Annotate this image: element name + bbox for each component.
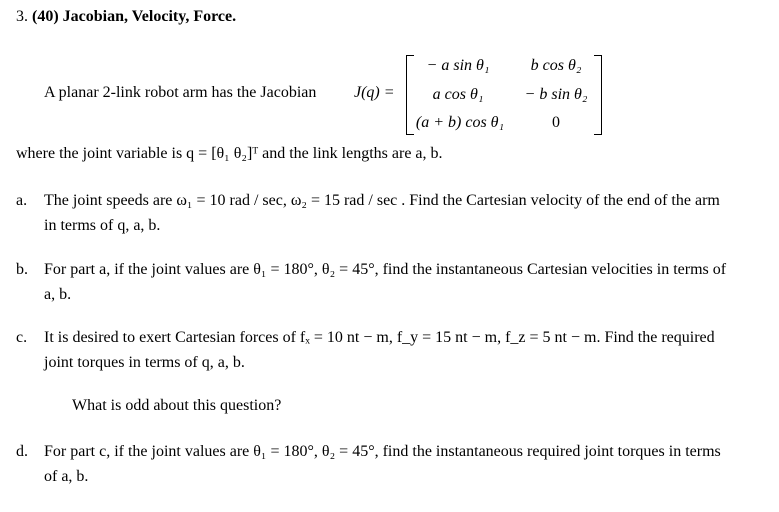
matrix-cell-r1c1: − a sin θ₁ <box>426 57 490 74</box>
problem-heading: (40) Jacobian, Velocity, Force. <box>32 8 237 25</box>
question-text: For part c, if the joint values are θ₁ = 180°, θ₂ = 45°, find the instantaneous required joint torques in terms of a, b. <box>44 443 721 485</box>
joint-variable-text: where the joint variable is q = [θ₁ θ₂]ᵀ and the link lengths are a, b. <box>16 145 443 162</box>
problem-number: 3. <box>16 8 28 25</box>
question-label: d. <box>16 443 28 460</box>
question-text: The joint speeds are ω₁ = 10 rad / sec, ω₂ = 15 rad / sec . Find the Cartesian velocity of the end of the arm in terms of q, a, b. <box>44 192 720 234</box>
matrix-right-bracket <box>594 55 602 135</box>
problem-title <box>16 8 236 26</box>
jacobian-label: J(q) = <box>354 84 395 101</box>
matrix-cell-r3c1: (a + b) cos θ₁ <box>415 114 505 131</box>
matrix-cell-r2c1: a cos θ₁ <box>432 86 484 103</box>
matrix-cell-r2c2: − b sin θ₂ <box>524 86 588 103</box>
matrix-cell-r1c2: b cos θ₂ <box>530 57 582 74</box>
odd-question-text: What is odd about this question? <box>72 397 282 414</box>
question-label: c. <box>16 329 28 346</box>
intro-text: A planar 2-link robot arm has the Jacobian <box>44 84 317 101</box>
matrix-cell-r3c2: 0 <box>552 114 560 131</box>
question-label: b. <box>16 261 28 278</box>
question-text: It is desired to exert Cartesian forces of fₓ = 10 nt − m, f_y = 15 nt − m, f_z = 5 nt − m. Find the required joint torques in terms of q, a, b. <box>44 329 715 371</box>
question-text: For part a, if the joint values are θ₁ = 180°, θ₂ = 45°, find the instantaneous Cartesian velocities in terms of a, b. <box>44 261 727 303</box>
question-label: a. <box>16 192 28 209</box>
